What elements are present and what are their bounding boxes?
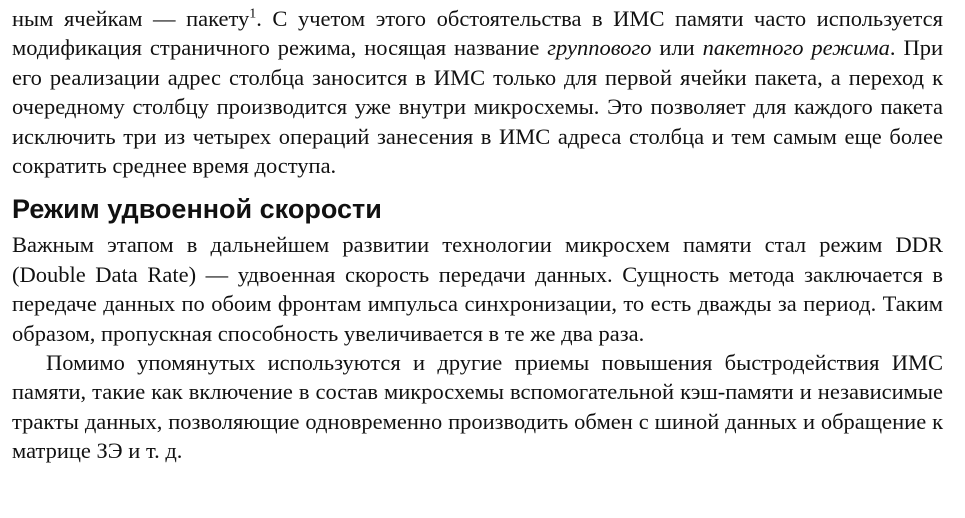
italic-term: группового bbox=[547, 35, 652, 61]
italic-term: пакетного режима bbox=[702, 35, 890, 61]
paragraph-text: . При его реализации адрес столбца заносится в ИМС только для первой ячейки пакета, а переход к очередному столбцу производится уже внутри микросхемы. Это позволяет для каждого пакета исключить три из четырех операций занесения в ИМС адреса столбца и тем самым еще более сократить среднее время доступа. bbox=[12, 35, 944, 179]
paragraph-other-techniques: Помимо упомянутых используются и другие приемы повышения быстродействия ИМС памяти, такие как включение в состав микросхемы вспомогательной кэш-памяти и независимые тракты данных, позволяющие одновременно производить обмен с шиной данных и обращение к матрице ЗЭ и т. д. bbox=[12, 350, 943, 464]
paragraph-text: ным ячейкам — пакету bbox=[12, 6, 250, 31]
paragraph-burst-mode bbox=[12, 4, 943, 180]
section-heading: Режим удвоенной скорости bbox=[12, 194, 382, 225]
paragraph-ddr: Важным этапом в дальнейшем развитии технологии микросхем памяти стал режим DDR (Double Data Rate) — удвоенная скорость передачи данных. Сущность метода заключается в передаче данных по обоим фронтам импульса синхронизации, то есть дважды за период. Таким образом, пропускная способность увеличивается в те же два раза. bbox=[12, 232, 943, 346]
paragraph-text: или bbox=[651, 35, 703, 61]
footnote-marker: 1 bbox=[249, 6, 257, 22]
paragraph-text: . С учетом этого обстоятельства в ИМС памяти часто используется модификация страничного режима, носящая название bbox=[12, 6, 943, 61]
